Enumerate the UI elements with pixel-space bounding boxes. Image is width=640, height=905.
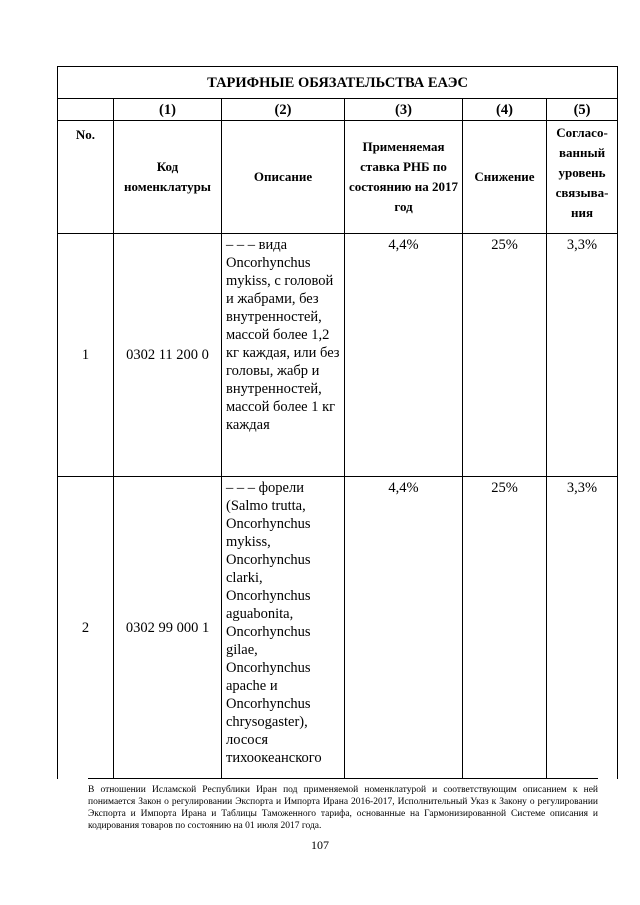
header-row (58, 121, 618, 234)
row-number: 1 (58, 234, 114, 477)
column-number-5: (5) (547, 99, 618, 121)
column-number-empty (58, 99, 114, 121)
row-description: – – – форели (Salmo trutta, Oncorhynchus mykiss, Oncorhynchus clarki, Oncorhynchus aguabonita, Oncorhynchus gilae, Oncorhynchus apache и Oncorhynchus chrysogaster), лосося тихоокеанского (222, 477, 345, 780)
column-number-2: (2) (222, 99, 345, 121)
column-number-1: (1) (114, 99, 222, 121)
column-number-4: (4) (463, 99, 547, 121)
row-number: 2 (58, 477, 114, 780)
column-number-3: (3) (345, 99, 463, 121)
header-description: Описание (222, 121, 345, 234)
page-number: 107 (311, 838, 329, 852)
header-reduction: Снижение (463, 121, 547, 234)
header-applied-rate: Применяемая ставка РНБ по состоянию на 2017 год (345, 121, 463, 234)
row-description: – – – вида Oncorhynchus mykiss, с головой и жабрами, без внутренностей, массой более 1,2 кг каждая, или без головы, жабр и внутренностей, массой более 1 кг каждая (222, 234, 345, 477)
tariff-table (57, 66, 618, 779)
row-applied-rate: 4,4% (345, 234, 463, 477)
column-number-row (58, 99, 618, 121)
footnote-divider (88, 778, 598, 779)
row-bound-level: 3,3% (547, 477, 618, 780)
header-code: Код номенклатуры (114, 121, 222, 234)
row-code: 0302 11 200 0 (114, 234, 222, 477)
header-no: No. (58, 121, 114, 234)
table-row (58, 234, 618, 477)
row-bound-level: 3,3% (547, 234, 618, 477)
row-applied-rate: 4,4% (345, 477, 463, 780)
row-reduction: 25% (463, 234, 547, 477)
header-bound-level: Согласо-ванный уровень связыва-ния (547, 121, 618, 234)
row-reduction: 25% (463, 477, 547, 780)
row-code: 0302 99 000 1 (114, 477, 222, 780)
table-row (58, 477, 618, 780)
footnote: В отношении Исламской Республики Иран под применяемой номенклатурой и соответствующим описанием к ней понимается Закон о регулировании Экспорта и Импорта Ирана 2016-2017, Исполнительный Указ к Закону о регулировании Экспорта и Импорта Ирана и Таблицы Таможенного тарифа, основанные на Гармонизированной Системе описания и кодирования товаров по состоянию на 01 июля 2017 года. (88, 785, 598, 831)
table-title: ТАРИФНЫЕ ОБЯЗАТЕЛЬСТВА ЕАЭС (58, 67, 618, 99)
